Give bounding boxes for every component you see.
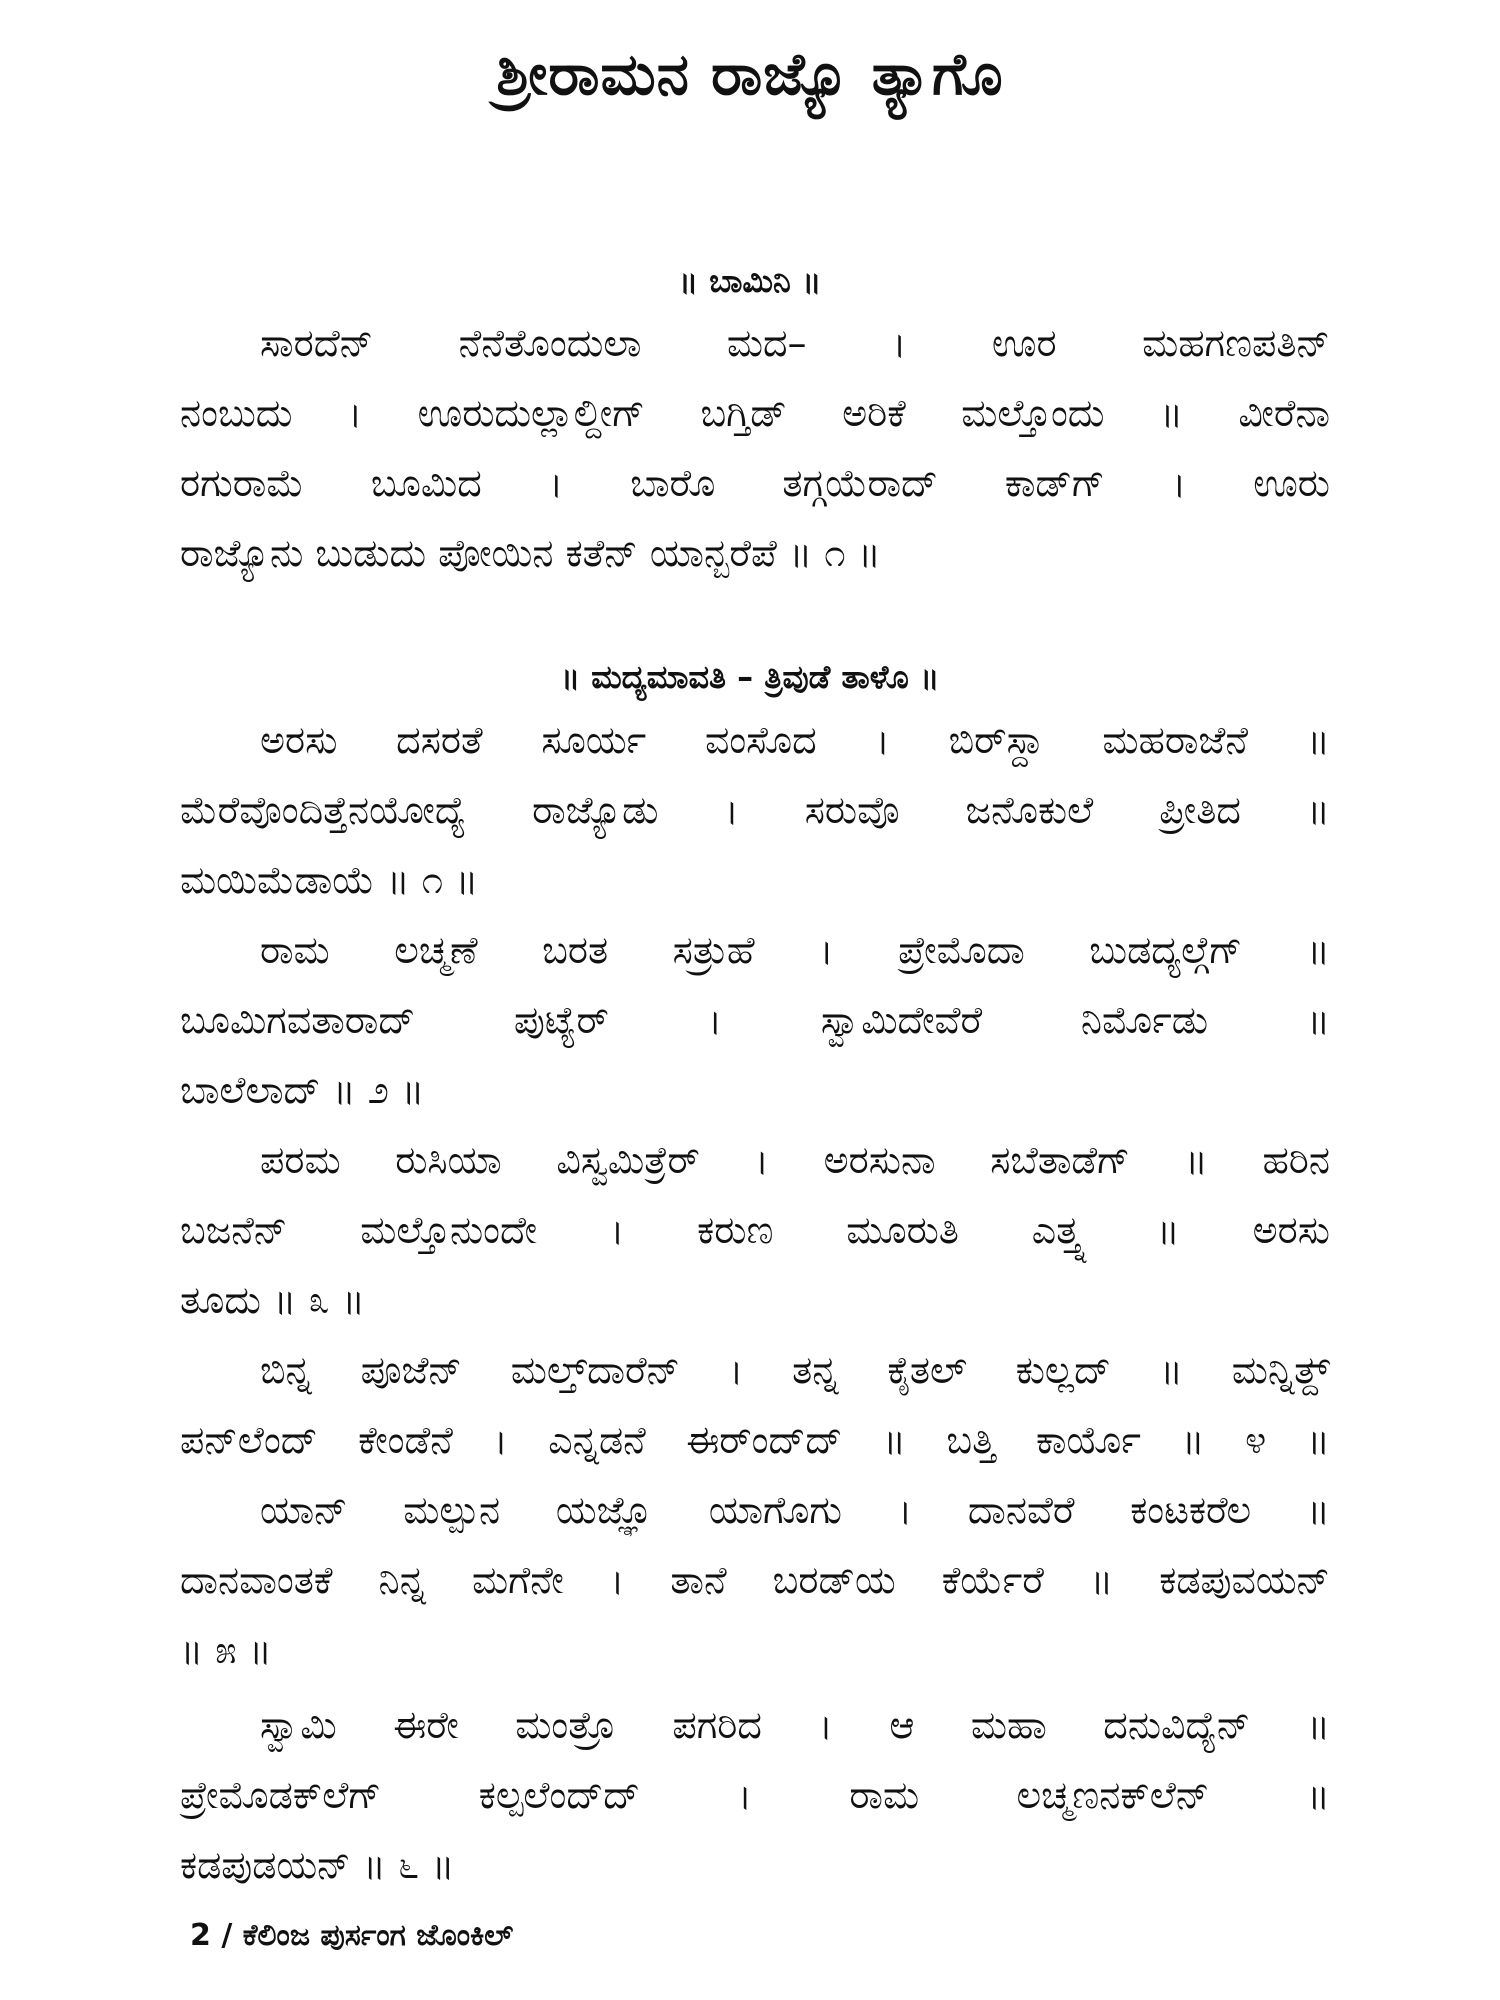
verse-line: ಕಡಪುಡಯನ್ ॥ ೬ ॥ bbox=[180, 1843, 455, 1887]
verse-line: ರಾಮ ಲಚ್ಮಣೆ ಬರತ ಸತ್ರುಹೆ । ಪ್ರೇಮೊದಾ ಬುಡದ್ಯಲ್ಗೆಗ್ ॥ bbox=[260, 928, 1330, 972]
verse-line: ಮಯಿಮೆಡಾಯೆ ॥ ೧ ॥ bbox=[180, 858, 479, 902]
page-title: ಶ್ರೀರಾಮನ ರಾಜ್ಯೊ ತ್ಯಾಗೊ bbox=[496, 40, 1004, 108]
verse-line: ಸಾರದೆನ್ ನೆನೆತೊಂದುಲಾ ಮದ– । ಊರ ಮಹಗಣಪತಿನ್ bbox=[260, 321, 1330, 365]
section-heading-bamini: ॥ ಬಾಮಿನಿ ॥ bbox=[678, 262, 822, 300]
verse-line: ಬಜನೆನ್ ಮಲ್ತೊನುಂದೇ । ಕರುಣ ಮೂರುತಿ ಎತ್ತ್ನ ॥ ಅರಸು bbox=[180, 1208, 1330, 1252]
verse-line: ಪ್ರೇಮೊಡಕ್‌ಲೆಗ್ ಕಲ್ಪಲೆಂದ್‌ದ್ । ರಾಮ ಲಚ್ಮಣನಕ್‌ಲೆನ್ ॥ bbox=[180, 1773, 1330, 1817]
verse-line: ತೂದು ॥ ೩ ॥ bbox=[180, 1278, 365, 1322]
verse-line: ಮೆರೆವೊಂದಿತ್ತೆನಯೋದ್ಯೆ ರಾಜ್ಯೊಡು । ಸರುವೊ ಜನೊಕುಲೆ ಪ್ರೀತಿದ ॥ bbox=[180, 788, 1330, 832]
verse-line: ಅರಸು ದಸರತೆ ಸೂರ್ಯ ವಂಸೊದ । ಬಿರ್‌ಸ್ದಾ ಮಹರಾಜೆನೆ ॥ bbox=[260, 718, 1330, 762]
page-footer: 2 / ಕೆಲಿಂಜ ಪುರ್ಸಂಗ ಜೊಂಕಿಲ್ bbox=[190, 1918, 514, 1953]
verse-line: ಪರಮ ರುಸಿಯಾ ವಿಸ್ವಮಿತ್ರೆರ್ । ಅರಸುನಾ ಸಬೆತಾಡೆಗ್ ॥ ಹರಿನ bbox=[260, 1138, 1330, 1182]
verse-line: ನಂಬುದು । ಊರುದುಲ್ಲಾಲ್ದೀಗ್ ಬಗ್ತಿಡ್ ಅರಿಕೆ ಮಲ್ತೊಂದು ॥ ವೀರೆನಾ bbox=[180, 391, 1330, 435]
verse-line: ಸ್ವಾಮಿ ಈರೇ ಮಂತ್ರೊ ಪಗರಿದ । ಆ ಮಹಾ ದನುವಿದ್ಯೆನ್ ॥ bbox=[260, 1703, 1330, 1747]
verse-line: ದಾನವಾಂತಕೆ ನಿನ್ನ ಮಗೆನೇ । ತಾನೆ ಬರಡ್‌ಯ ಕೆರ್ಯೆರೆ ॥ ಕಡಪುವಯನ್ bbox=[180, 1558, 1330, 1602]
section-heading-madyamavati: ॥ ಮದ್ಯಮಾವತಿ – ತ್ರಿವುಡೆ ತಾಳೊ ॥ bbox=[560, 658, 940, 696]
verse-line: ಯಾನ್ ಮಲ್ಪುನ ಯಜ್ಞೊ ಯಾಗೊಗು । ದಾನವೆರೆ ಕಂಟಕರೆಲ ॥ bbox=[260, 1488, 1330, 1532]
verse-line: ರಾಜ್ಯೊನು ಬುಡುದು ಪೋಯಿನ ಕತೆನ್ ಯಾನ್ಬರೆಪೆ ॥ ೧ ॥ bbox=[180, 531, 881, 575]
verse-line: ಬಾಲೆಲಾದ್ ॥ ೨ ॥ bbox=[180, 1068, 425, 1112]
verse-line: ಬೂಮಿಗವತಾರಾದ್ ಪುಟ್ಯೆರ್ । ಸ್ವಾಮಿದೇವೆರೆ ನಿರ್ಮೊಡು ॥ bbox=[180, 998, 1330, 1042]
verse-line: ರಗುರಾಮೆ ಬೂಮಿದ । ಬಾರೊ ತಗ್ಗಯೆರಾದ್ ಕಾಡ್‌ಗ್ । ಊರು bbox=[180, 461, 1330, 505]
verse-line: ಪನ್‌ಲೆಂದ್ ಕೇಂಡೆನೆ । ಎನ್ನಡನೆ ಈರ್‌ಂದ್‌ದ್ ॥ ಬತ್ತಿ ಕಾರ್ಯೊ ॥ ೪ ॥ bbox=[180, 1418, 1330, 1462]
verse-line: ॥ ೫ ॥ bbox=[180, 1628, 272, 1672]
verse-line: ಬಿನ್ನ ಪೂಜೆನ್ ಮಲ್ತ್‌ದಾರೆನ್ । ತನ್ನ ಕೈತಲ್ ಕುಲ್ಲದ್ ॥ ಮನ್ನಿತ್ದ್ bbox=[260, 1348, 1330, 1392]
